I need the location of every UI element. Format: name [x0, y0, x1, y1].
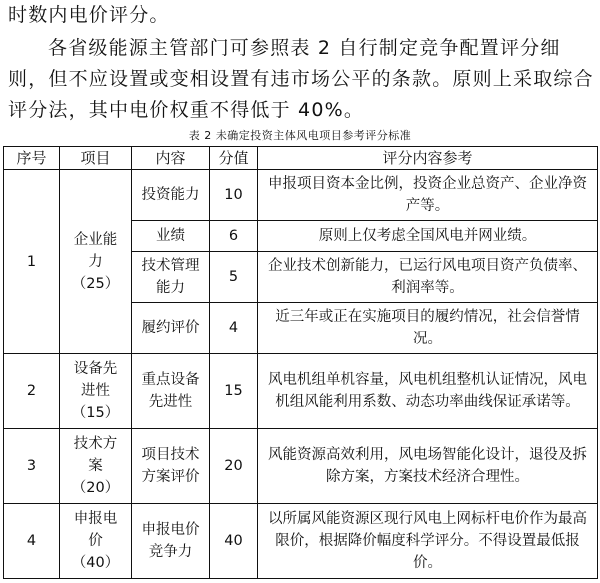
- reference-cell: 以所属风能资源区现行风电上网标杆电价作为最高限价，根据降价幅度科学评分。不得设置最低报价。: [258, 504, 598, 579]
- scoring-table: [3, 146, 598, 579]
- score-cell: 40: [210, 504, 258, 579]
- reference-cell: 企业技术创新能力，已运行风电项目资产负债率、利润率等。: [258, 252, 598, 303]
- table-row: [4, 429, 598, 504]
- item-cell: [60, 429, 132, 504]
- header-score: 分值: [210, 147, 258, 170]
- seq-cell: 3: [4, 429, 60, 504]
- paragraph-2: 各省级能源主管部门可参照表 2 自行制定竞争配置评分细则，但不应设置或变相设置有违市场公平的条款。原则上采取综合评分法，其中电价权重不得低于 40%。: [8, 37, 594, 121]
- content-cell: 申报电价竞争力: [132, 504, 210, 579]
- item-name: 申报电价: [73, 511, 118, 549]
- seq-cell: 1: [4, 170, 60, 354]
- item-cell: [60, 170, 132, 354]
- header-item: 项目: [60, 147, 132, 170]
- header-seq: 序号: [4, 147, 60, 170]
- content-cell: 业绩: [132, 221, 210, 252]
- score-cell: 15: [210, 354, 258, 429]
- reference-cell: 风能资源高效利用，风电场智能化设计，退役及拆除方案，方案技术经济合理性。: [258, 429, 598, 504]
- item-cell: [60, 504, 132, 579]
- score-cell: 6: [210, 221, 258, 252]
- item-total: （15）: [71, 405, 120, 421]
- header-reference: 评分内容参考: [258, 147, 598, 170]
- paragraph-1: 时数内电价评分。: [8, 4, 170, 26]
- reference-cell: 近三年或正在实施项目的履约情况，社会信誉情况。: [258, 303, 598, 354]
- header-content: 内容: [132, 147, 210, 170]
- score-cell: 10: [210, 170, 258, 221]
- reference-cell: 原则上仅考虑全国风电并网业绩。: [258, 221, 598, 252]
- item-total: （40）: [71, 555, 120, 571]
- item-name: 设备先进性: [73, 361, 118, 399]
- seq-cell: 2: [4, 354, 60, 429]
- score-cell: 4: [210, 303, 258, 354]
- seq-cell: 4: [4, 504, 60, 579]
- reference-cell: 风电机组单机容量，风电机组整机认证情况，风电机组风能利用系数、动态功率曲线保证承诺等。: [258, 354, 598, 429]
- item-cell: [60, 354, 132, 429]
- reference-cell: 申报项目资本金比例，投资企业总资产、企业净资产等。: [258, 170, 598, 221]
- table-row: [4, 504, 598, 579]
- table-row: [4, 354, 598, 429]
- content-cell: 技术管理能力: [132, 252, 210, 303]
- table-caption: 表 2 未确定投资主体风电项目参考评分标准: [188, 129, 412, 142]
- content-cell: 项目技术方案评价: [132, 429, 210, 504]
- content-cell: 重点设备先进性: [132, 354, 210, 429]
- table-row: [4, 170, 598, 221]
- content-cell: 履约评价: [132, 303, 210, 354]
- item-total: （25）: [71, 275, 120, 292]
- score-cell: 20: [210, 429, 258, 504]
- item-total: （20）: [71, 480, 120, 496]
- item-name: 技术方案: [73, 436, 118, 474]
- item-name: 企业能力: [73, 231, 118, 270]
- content-cell: 投资能力: [132, 170, 210, 221]
- table-header-row: [4, 147, 598, 170]
- score-cell: 5: [210, 252, 258, 303]
